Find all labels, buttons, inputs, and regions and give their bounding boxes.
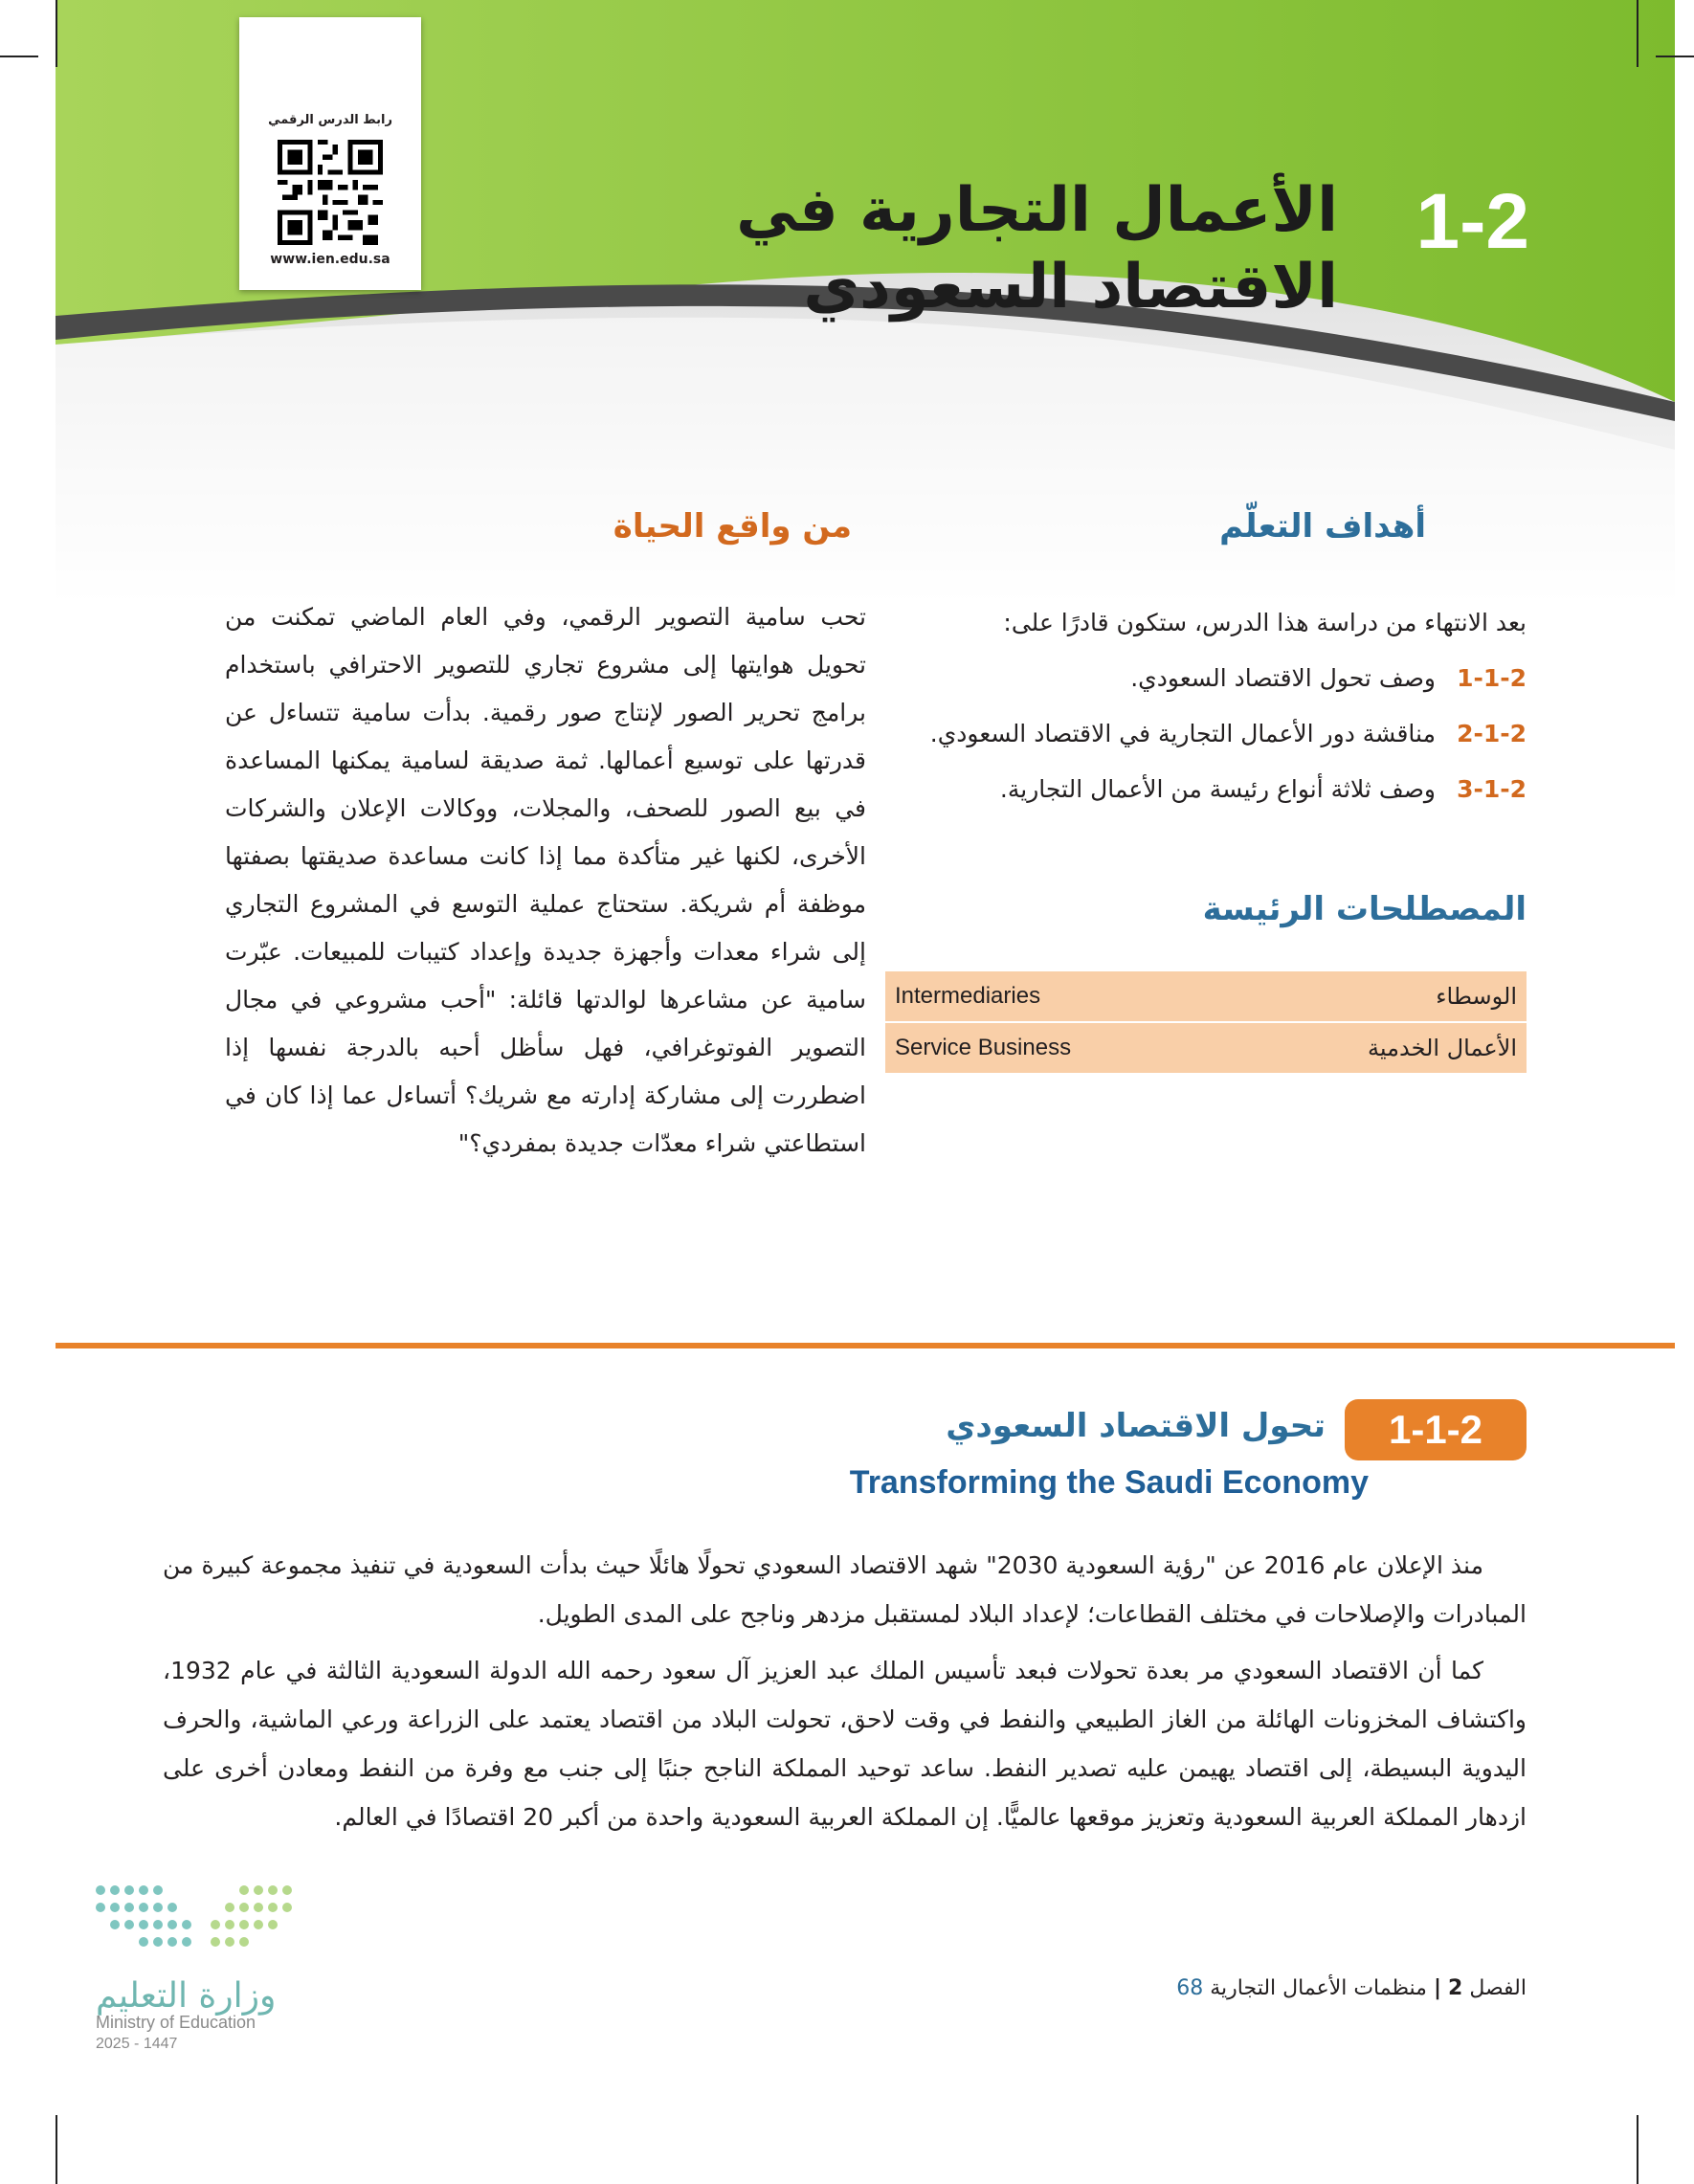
objective-number: 3-1-2 xyxy=(1457,775,1527,803)
objective-number: 2-1-2 xyxy=(1457,720,1527,747)
section-divider xyxy=(56,1343,1675,1348)
footer-chapter-number: 2 xyxy=(1448,1976,1463,2000)
ministry-name-arabic: وزارة التعليم xyxy=(96,1976,277,2016)
objective-text: وصف ثلاثة أنواع رئيسة من الأعمال التجارية. xyxy=(999,775,1436,803)
term-english: Intermediaries xyxy=(885,971,1230,1022)
objectives-list xyxy=(780,595,1527,817)
section-body xyxy=(163,1541,1527,1849)
section-title-english: Transforming the Saudi Economy xyxy=(849,1464,1369,1501)
objective-text: وصف تحول الاقتصاد السعودي. xyxy=(1130,664,1436,692)
section-number-badge: 1-1-2 xyxy=(1345,1399,1527,1460)
footer-chapter-title: منظمات الأعمال التجارية xyxy=(1210,1976,1427,2000)
footer-separator: | xyxy=(1433,1976,1441,2000)
key-terms-table xyxy=(885,971,1527,1075)
qr-code-icon[interactable] xyxy=(278,140,383,245)
term-arabic: الأعمال الخدمية xyxy=(1230,1022,1527,1074)
key-terms-title: المصطلحات الرئيسة xyxy=(1202,890,1527,928)
objective-text: مناقشة دور الأعمال التجارية في الاقتصاد السعودي. xyxy=(929,720,1436,747)
crop-mark xyxy=(0,56,38,57)
page-footer xyxy=(1159,1976,1527,2000)
crop-mark xyxy=(56,2115,57,2184)
paragraph: كما أن الاقتصاد السعودي مر بعدة تحولات فبعد تأسيس الملك عبد العزيز آل سعود رحمه الله الدولة السعودية الثالثة في عام 1932، واكتشاف المخزونات الهائلة من الغاز الطبيعي والنفط في وقت لاحق، تحولت البلاد من اقتصاد يعتمد على الزراعة ورعي الماشية، والحرف اليدوية البسيطة، إلى اقتصاد يهيمن عليه تصدير النفط. ساعد توحيد المملكة الناجح جنبًا إلى جنب مع وفرة من النفط ومعادن أخرى على ازدهار المملكة العربية السعودية وتعزيز موقعها عالميًّا. إن المملكة العربية السعودية واحدة من أكبر 20 اقتصادًا في العالم. xyxy=(163,1657,1527,1831)
section-title-arabic: تحول الاقتصاد السعودي xyxy=(946,1407,1326,1445)
qr-url[interactable]: www.ien.edu.sa xyxy=(270,252,390,267)
crop-mark xyxy=(1656,56,1694,57)
term-arabic: الوسطاء xyxy=(1230,971,1527,1022)
crop-mark xyxy=(1637,2115,1638,2184)
ministry-logo xyxy=(91,1871,340,2052)
ministry-dots-icon xyxy=(91,1871,321,1967)
objective-number: 1-1-2 xyxy=(1457,664,1527,692)
objective-item xyxy=(780,706,1527,762)
objective-item xyxy=(780,651,1527,706)
paragraph: منذ الإعلان عام 2016 عن "رؤية السعودية 2030" شهد الاقتصاد السعودي تحولًا هائلًا حيث بدأت السعودية في تنفيذ مجموعة كبيرة من المبادرات والإصلاحات في مختلف القطاعات؛ لإعداد البلاد لمستقبل مزدهر وناجح على المدى الطويل. xyxy=(163,1551,1527,1628)
table-row xyxy=(885,1022,1527,1074)
objectives-intro: بعد الانتهاء من دراسة هذا الدرس، ستكون قادرًا على: xyxy=(1003,609,1527,636)
lesson-title: الأعمال التجارية في الاقتصاد السعودي xyxy=(736,175,1338,323)
real-life-title: من واقع الحياة xyxy=(613,507,852,546)
qr-label: رابط الدرس الرقمي xyxy=(268,113,392,127)
lesson-number: 1-2 xyxy=(1415,178,1529,265)
ministry-year: 2025 - 1447 xyxy=(96,2036,178,2052)
table-row xyxy=(885,971,1527,1022)
crop-mark xyxy=(1637,0,1638,67)
page-number: 68 xyxy=(1176,1976,1204,2000)
crop-mark xyxy=(56,0,57,67)
footer-chapter-label: الفصل xyxy=(1469,1976,1527,2000)
objective-item xyxy=(780,762,1527,817)
ministry-name-english: Ministry of Education xyxy=(96,2013,256,2032)
objectives-title: أهداف التعلّم xyxy=(1219,507,1426,546)
term-english: Service Business xyxy=(885,1022,1230,1074)
qr-card[interactable] xyxy=(239,17,421,290)
real-life-text: تحب سامية التصوير الرقمي، وفي العام الماضي تمكنت من تحويل هوايتها إلى مشروع تجاري للتصوير الاحترافي باستخدام برامج تحرير الصور لإنتاج صور رقمية. بدأت سامية تتساءل عن قدرتها على توسيع أعمالها. ثمة صديقة لسامية يمكنها المساعدة في بيع الصور للصحف، والمجلات، ووكالات الإعلان والشركات الأخرى، لكنها غير متأكدة مما إذا كانت مساعدة صديقتها بصفتها موظفة أم شريكة. ستحتاج عملية التوسع في المشروع التجاري إلى شراء معدات وأجهزة جديدة وإعداد كتيبات للمبيعات. عبّرت سامية عن مشاعرها لوالدتها قائلة: "أحب مشروعي في مجال التصوير الفوتوغرافي، فهل سأظل أحبه بالدرجة نفسها إذا اضطررت إلى مشاركة إدارته مع شريك؟ أتساءل عما إذا كان في استطاعتي شراء معدّات جديدة بمفردي؟" xyxy=(225,603,866,1157)
